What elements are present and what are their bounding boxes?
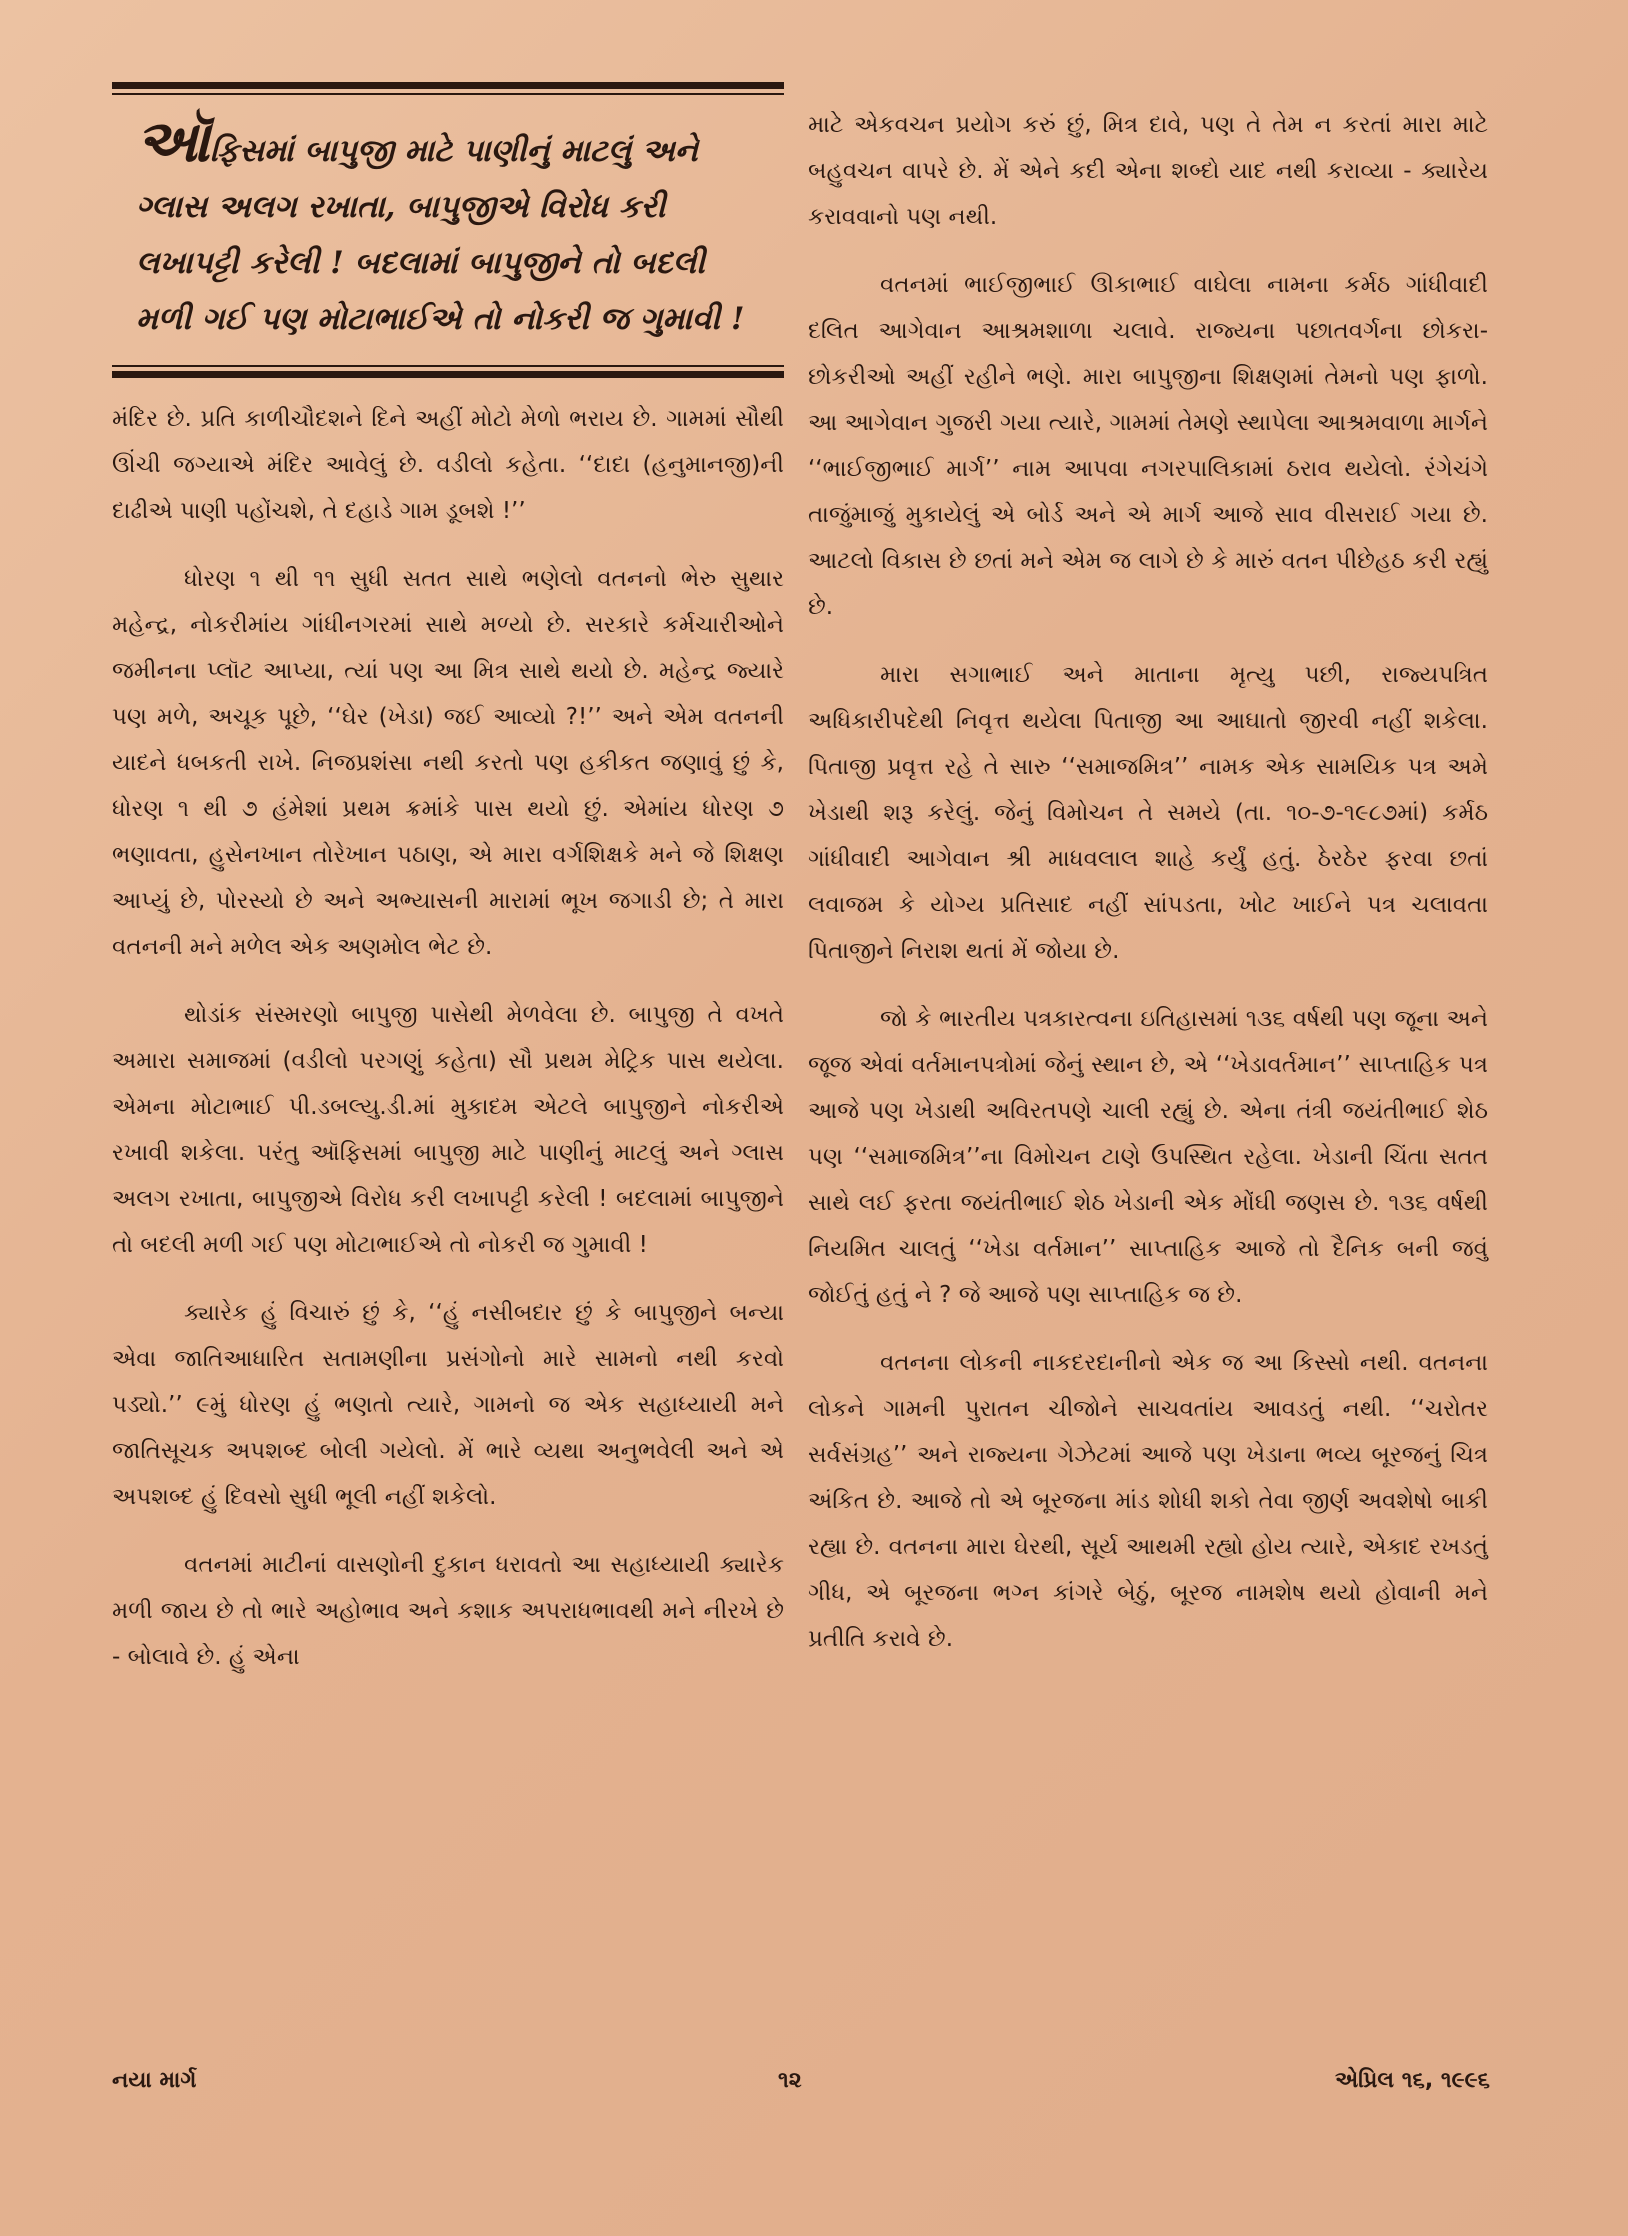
paragraph: જો કે ભારતીય પત્રકારત્વના ઇતિહાસમાં ૧૩૬ વર્ષથી પણ જૂના અને જૂજ એવાં વર્તમાનપત્રોમાં જેનું સ્થાન છે, એ ‘‘ખેડાવર્તમાન’’ સાપ્તાહિક પત્ર આજે પણ ખેડાથી અવિરતપણે ચાલી રહ્યું છે. એના તંત્રી જયંતીભાઈ શેઠ પણ ‘‘સમાજમિત્ર’’ના વિમોચન ટાણે ઉપસ્થિત રહેલા. ખેડાની ચિંતા સતત સાથે લઈ ફરતા જયંતીભાઈ શેઠ ખેડાની એક મોંઘી જણસ છે. ૧૩૬ વર્ષથી નિયમિત ચાલતું ‘‘ખેડા વર્તમાન’’ સાપ્તાહિક આજે તો દૈનિક બની જવું જોઈતું હતું ને ? જે આજે પણ સાપ્તાહિક જ છે. (808, 1006, 1488, 1308)
paragraph: મંદિર છે. પ્રતિ કાળીચૌદશને દિને અહીં મોટો મેળો ભરાય છે. ગામમાં સૌથી ઊંચી જગ્યાએ મંદિર આવેલું છે. વડીલો કહેતા. ‘‘દાદા (હનુમાનજી)ની દાઢીએ પાણી પહોંચશે, તે દહાડે ગામ ડૂબશે !’’ (112, 406, 784, 524)
footer-page-number: ૧૨ (778, 2068, 802, 2093)
paragraph: થોડાંક સંસ્મરણો બાપુજી પાસેથી મેળવેલા છે. બાપુજી તે વખતે અમારા સમાજમાં (વડીલો પરગણું કહેતા) સૌ પ્રથમ મેટ્રિક પાસ થયેલા. એમના મોટાભાઈ પી.ડબલ્યુ.ડી.માં મુકાદમ એટલે બાપુજીને નોકરીએ રખાવી શકેલા. પરંતુ ઑફિસમાં બાપુજી માટે પાણીનું માટલું અને ગ્લાસ અલગ રખાતા, બાપુજીએ વિરોધ કરી લખાપટ્ટી કરેલી ! બદલામાં બાપુજીને તો બદલી મળી ગઈ પણ મોટાભાઈએ તો નોકરી જ ગુમાવી ! (112, 1002, 784, 1258)
paragraph: વતનમાં માટીનાં વાસણોની દુકાન ધરાવતો આ સહાધ્યાયી ક્યારેક મળી જાય છે તો ભારે અહોભાવ અને કશાક અપરાધભાવથી મને નીરખે છે - બોલાવે છે. હું એના (112, 1552, 784, 1670)
paragraph: વતનમાં ભાઈજીભાઈ ઊકાભાઈ વાઘેલા નામના કર્મઠ ગાંધીવાદી દલિત આગેવાન આશ્રમશાળા ચલાવે. રાજ્યના પછાતવર્ગના છોકરા-છોકરીઓ અહીં રહીને ભણે. મારા બાપુજીના શિક્ષણમાં તેમનો પણ ફાળો. આ આગેવાન ગુજરી ગયા ત્યારે, ગામમાં તેમણે સ્થાપેલા આશ્રમવાળા માર્ગને ‘‘ભાઈજીભાઈ માર્ગ’’ નામ આપવા નગરપાલિકામાં ઠરાવ થયેલો. રંગેચંગે તાજુંમાજું મુકાયેલું એ બોર્ડ અને એ માર્ગ આજે સાવ વીસરાઈ ગયા છે. આટલો વિકાસ છે છતાં મને એમ જ લાગે છે કે મારું વતન પીછેહઠ કરી રહ્યું છે. (808, 272, 1488, 620)
left-body-text (112, 396, 784, 1680)
paragraph: માટે એકવચન પ્રયોગ કરું છું, મિત્ર દાવે, પણ તે તેમ ન કરતાં મારા માટે બહુવચન વાપરે છે. મેં એને કદી એના શબ્દો યાદ નથી કરાવ્યા - ક્યારેય કરાવવાનો પણ નથી. (808, 112, 1488, 230)
footer-date: એપ્રિલ ૧૬, ૧૯૯૬ (1334, 2068, 1490, 2093)
paragraph: મારા સગાભાઈ અને માતાના મૃત્યુ પછી, રાજ્યપત્રિત અધિકારીપદેથી નિવૃત્ત થયેલા પિતાજી આ આઘાતો જીરવી નહીં શકેલા. પિતાજી પ્રવૃત્ત રહે તે સારુ ‘‘સમાજમિત્ર’’ નામક એક સામયિક પત્ર અમે ખેડાથી શરૂ કરેલું. જેનું વિમોચન તે સમયે (તા. ૧૦-૭-૧૯૮૭માં) કર્મઠ ગાંધીવાદી આગેવાન શ્રી માધવલાલ શાહે કર્યું હતું. ઠેરઠેર ફરવા છતાં લવાજમ કે યોગ્ય પ્રતિસાદ નહીં સાંપડતા, ખોટ ખાઈને પત્ર ચલાવતા પિતાજીને નિરાશ થતાં મેં જોયા છે. (808, 662, 1488, 964)
paragraph: ક્યારેક હું વિચારું છું કે, ‘‘હું નસીબદાર છું કે બાપુજીને બન્યા એવા જાતિઆધારિત સતામણીના પ્રસંગોનો મારે સામનો નથી કરવો પડ્યો.’’ ૯મું ધોરણ હું ભણતો ત્યારે, ગામનો જ એક સહાધ્યાયી મને જાતિસૂચક અપશબ્દ બોલી ગયેલો. મેં ભારે વ્યથા અનુભવેલી અને એ અપશબ્દ હું દિવસો સુધી ભૂલી નહીં શકેલો. (112, 1300, 784, 1510)
pull-quote-text: ફિસમાં બાપુજી માટે પાણીનું માટલું અને ગ્લાસ અલગ રખાતા, બાપુજીએ વિરોધ કરી લખાપટ્ટી કરેલી ! બદલામાં બાપુજીને તો બદલી મળી ગઈ પણ મોટાભાઈએ તો નોકરી જ ગુમાવી ! (136, 133, 745, 337)
page-footer (112, 2068, 1490, 2108)
left-column (112, 82, 784, 1702)
pull-quote-box (112, 82, 784, 378)
paragraph: ધોરણ ૧ થી ૧૧ સુધી સતત સાથે ભણેલો વતનનો ભેરુ સુથાર મહેન્દ્ર, નોકરીમાંય ગાંધીનગરમાં સાથે મળ્યો છે. સરકારે કર્મચારીઓને જમીનના પ્લૉટ આપ્યા, ત્યાં પણ આ મિત્ર સાથે થયો છે. મહેન્દ્ર જ્યારે પણ મળે, અચૂક પૂછે, ‘‘ઘેર (ખેડા) જઈ આવ્યો ?!’’ અને એમ વતનની યાદને ધબકતી રાખે. નિજપ્રશંસા નથી કરતો પણ હકીકત જણાવું છું કે, ધોરણ ૧ થી ૭ હંમેશાં પ્રથમ ક્રમાંકે પાસ થયો છું. એમાંય ધોરણ ૭ ભણાવતા, હુસેનખાન તોરેખાન પઠાણ, એ મારા વર્ગશિક્ષકે મને જે શિક્ષણ આપ્યું છે, પોરસ્યો છે અને અભ્યાસની મારામાં ભૂખ જગાડી છે; તે મારા વતનની મને મળેલ એક અણમોલ ભેટ છે. (112, 566, 784, 960)
pull-quote (112, 95, 784, 361)
right-column (808, 102, 1488, 1684)
footer-publication: નયા માર્ગ (112, 2068, 197, 2093)
pull-quote-lead: ઑ (136, 107, 210, 175)
pull-quote-top-rule (112, 82, 784, 89)
paragraph: વતનના લોકની નાકદરદાનીનો એક જ આ કિસ્સો નથી. વતનના લોકને ગામની પુરાતન ચીજોને સાચવતાંય આવડતું નથી. ‘‘ચરોતર સર્વસંગ્રહ’’ અને રાજ્યના ગેઝેટમાં આજે પણ ખેડાના ભવ્ય બૂરજનું ચિત્ર અંકિત છે. આજે તો એ બૂરજના માંડ શોધી શકો તેવા જીર્ણ અવશેષો બાકી રહ્યા છે. વતનના મારા ઘેરથી, સૂર્ય આથમી રહ્યો હોય ત્યારે, એકાદ રખડતું ગીધ, એ બૂરજના ભગ્ન કાંગરે બેઠું, બૂરજ નામશેષ થયો હોવાની મને પ્રતીતિ કરાવે છે. (808, 1350, 1488, 1652)
pull-quote-bottom-rule-thin (112, 365, 784, 367)
pull-quote-bottom-rule (112, 371, 784, 378)
